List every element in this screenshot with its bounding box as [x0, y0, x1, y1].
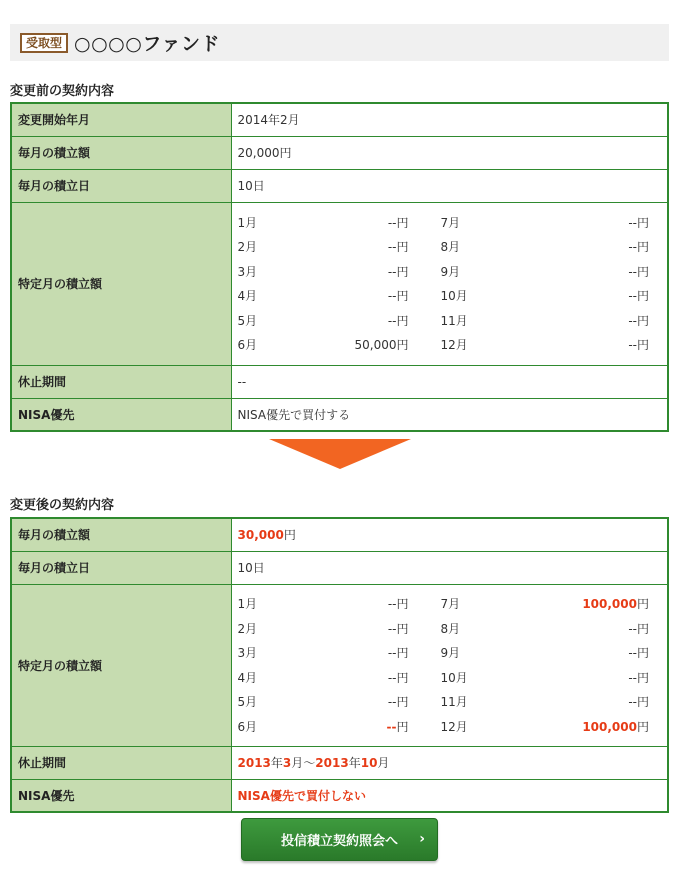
monthly-day-value: 10日	[231, 551, 668, 584]
month-amount: --円	[387, 215, 409, 230]
month-name: 2月	[237, 621, 258, 636]
month-amount: --円	[387, 621, 409, 636]
yen-unit: 円	[636, 597, 649, 612]
month-name: 6月	[237, 338, 258, 353]
month-name: 4月	[237, 289, 258, 304]
month-amount: --円	[387, 695, 409, 710]
month-amount: --円	[628, 264, 649, 279]
table-row	[11, 779, 668, 812]
table-row	[11, 169, 668, 202]
table-row	[11, 746, 668, 779]
month-amount: --円	[387, 240, 409, 255]
pause-period-value: --	[231, 365, 668, 398]
monthly-day-value: 10日	[231, 169, 668, 202]
table-row	[11, 551, 668, 584]
pause-period-label: 休止期間	[11, 746, 231, 779]
table-row	[11, 202, 668, 365]
pause-period-label: 休止期間	[11, 365, 231, 398]
special-month-label: 特定月の積立額	[11, 584, 231, 746]
month-amount	[292, 714, 409, 739]
changed-value: 2013	[237, 756, 271, 770]
nisa-priority-value: NISA優先で買付しない	[231, 779, 668, 812]
monthly-amount-label: 毎月の積立額	[11, 518, 231, 551]
month-row	[232, 714, 668, 739]
month-name: 12月	[440, 338, 468, 353]
month-name: 1月	[237, 215, 258, 230]
after-contract-table	[10, 517, 669, 813]
month-name: 12月	[440, 719, 468, 734]
month-row	[232, 665, 668, 690]
changed-amount: --	[386, 719, 397, 734]
month-name: 10月	[440, 289, 468, 304]
table-row	[11, 398, 668, 431]
month-grid	[232, 591, 668, 739]
changed-amount: 100,000	[582, 597, 637, 612]
changed-value: 2013	[315, 756, 349, 770]
before-contract-table	[10, 102, 669, 432]
static-text: 月	[377, 756, 390, 770]
month-grid	[232, 210, 668, 358]
month-amount: --円	[628, 646, 649, 661]
nisa-priority-value: NISA優先で買付する	[231, 398, 668, 431]
static-text: 月～	[291, 756, 316, 770]
pause-period-value	[231, 746, 668, 779]
month-row	[232, 284, 668, 309]
monthly-amount-label: 毎月の積立額	[11, 136, 231, 169]
yen-unit: 円	[396, 719, 409, 734]
monthly-day-label: 毎月の積立日	[11, 169, 231, 202]
month-row	[232, 210, 668, 235]
table-row	[11, 136, 668, 169]
month-amount: --円	[628, 338, 649, 353]
fund-name: ○○○○ファンド	[74, 33, 220, 55]
month-name: 3月	[237, 264, 258, 279]
down-arrow-icon	[269, 439, 411, 469]
month-amount	[469, 591, 668, 616]
month-amount: --円	[387, 264, 409, 279]
start-month-label: 変更開始年月	[11, 103, 231, 136]
month-row	[232, 640, 668, 665]
before-section-title: 変更前の契約内容	[10, 84, 115, 99]
month-row	[232, 333, 668, 358]
month-name: 7月	[440, 597, 461, 612]
month-name: 5月	[237, 695, 258, 710]
month-amount: --円	[387, 670, 409, 685]
chevron-right-icon: ›	[419, 831, 425, 847]
month-name: 11月	[440, 313, 468, 328]
table-row	[11, 103, 668, 136]
static-text: 年	[348, 756, 361, 770]
fund-type-badge: 受取型	[20, 33, 68, 53]
month-amount: --円	[387, 289, 409, 304]
month-name: 7月	[440, 215, 461, 230]
month-amount: --円	[628, 289, 649, 304]
monthly-day-label: 毎月の積立日	[11, 551, 231, 584]
month-amount: --円	[628, 313, 649, 328]
month-amount: --円	[387, 646, 409, 661]
nisa-priority-label: NISA優先	[11, 779, 231, 812]
month-name: 9月	[440, 646, 461, 661]
special-month-label: 特定月の積立額	[11, 202, 231, 365]
nisa-priority-label: NISA優先	[11, 398, 231, 431]
changed-value: 10	[360, 756, 378, 770]
changed-amount: 100,000	[582, 719, 637, 734]
month-row	[232, 690, 668, 715]
special-month-values	[231, 584, 668, 746]
month-amount: --円	[387, 597, 409, 612]
month-name: 3月	[237, 646, 258, 661]
static-text: 年	[270, 756, 283, 770]
month-name: 6月	[237, 719, 258, 734]
month-name: 8月	[440, 621, 461, 636]
month-name: 1月	[237, 597, 258, 612]
month-amount: --円	[387, 313, 409, 328]
month-amount: --円	[628, 621, 649, 636]
monthly-amount-value: 20,000円	[231, 136, 668, 169]
month-name: 11月	[440, 695, 468, 710]
changed-value: 3	[282, 756, 292, 770]
special-month-values	[231, 202, 668, 365]
month-amount: 50,000円	[354, 338, 409, 353]
month-amount: --円	[628, 695, 649, 710]
month-row	[232, 616, 668, 641]
month-amount: --円	[628, 215, 649, 230]
month-row	[232, 234, 668, 259]
monthly-amount-value	[231, 518, 668, 551]
month-row	[232, 259, 668, 284]
table-row	[11, 365, 668, 398]
month-amount	[469, 714, 668, 739]
button-label: 投信積立契約照会へ	[280, 834, 398, 849]
table-row	[11, 584, 668, 746]
month-row	[232, 308, 668, 333]
month-name: 8月	[440, 240, 461, 255]
changed-amount: 30,000	[237, 528, 284, 543]
yen-unit: 円	[283, 528, 296, 543]
yen-unit: 円	[636, 719, 649, 734]
month-amount: --円	[628, 240, 649, 255]
month-row	[232, 591, 668, 616]
after-section-title: 変更後の契約内容	[10, 498, 115, 513]
month-name: 9月	[440, 264, 461, 279]
contract-inquiry-button[interactable]	[241, 818, 438, 861]
month-name: 4月	[237, 670, 258, 685]
month-amount: --円	[628, 670, 649, 685]
month-name: 2月	[237, 240, 258, 255]
start-month-value: 2014年2月	[231, 103, 668, 136]
table-row	[11, 518, 668, 551]
fund-header	[10, 24, 669, 61]
month-name: 5月	[237, 313, 258, 328]
month-name: 10月	[440, 670, 468, 685]
